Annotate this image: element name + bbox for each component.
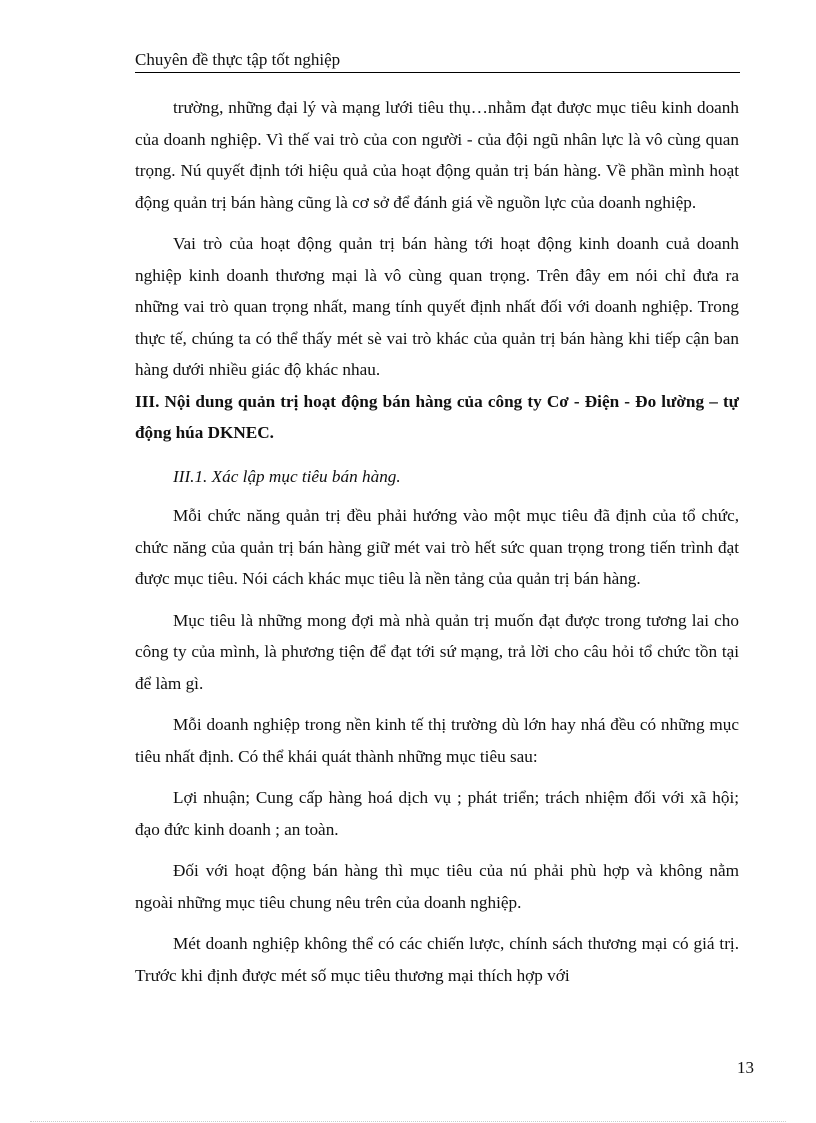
page-body bbox=[135, 92, 739, 991]
paragraph-8: Mét doanh nghiệp không thể có các chiến lược, chính sách thương mại có giá trị. Trước khi định được mét số mục tiêu thương mại thích hợp với bbox=[135, 934, 739, 985]
page-bottom-rule bbox=[30, 1121, 786, 1122]
paragraph-5: Mỗi doanh nghiệp trong nền kinh tế thị trường dù lớn hay nhá đều có những mục tiêu nhất định. Có thể khái quát thành những mục tiêu sau: bbox=[135, 715, 739, 766]
paragraph-7: Đối với hoạt động bán hàng thì mục tiêu của nú phải phù hợp và không nằm ngoài những mục tiêu chung nêu trên của doanh nghiệp. bbox=[135, 861, 739, 912]
paragraph-3: Mỗi chức năng quản trị đều phải hướng vào một mục tiêu đã định của tổ chức, chức năng của quản trị bán hàng giữ mét vai trò hết sức quan trọng trong tiến trình đạt được mục tiêu. Nói cách khác mục tiêu là nền tảng của quản trị bán hàng. bbox=[135, 506, 739, 588]
page-number: 13 bbox=[737, 1058, 754, 1077]
paragraph-2: Vai trò của hoạt động quản trị bán hàng tới hoạt động kinh doanh cuả doanh nghiệp kinh doanh thương mại là vô cùng quan trọng. Trên đây em nói chỉ đưa ra những vai trò quan trọng nhất, mang tính quyết định nhất đối với doanh nghiệp. Trong thực tế, chúng ta có thể thấy mét sè vai trò khác của quản trị bán hàng khi tiếp cận ban hàng dưới nhiều giác độ khác nhau. bbox=[135, 234, 739, 379]
subsection-heading: III.1. Xác lập mục tiêu bán hàng. bbox=[173, 466, 401, 486]
paragraph-1: trường, những đại lý và mạng lưới tiêu thụ…nhằm đạt được mục tiêu kinh doanh của doanh nghiệp. Vì thế vai trò của con người - của đội ngũ nhân lực là vô cùng quan trọng. Nú quyết định tới hiệu quả của hoạt động quản trị bán hàng. Về phần mình hoạt động quản trị bán hàng cũng là cơ sở để đánh giá về nguồn lực của doanh nghiệp. bbox=[135, 98, 739, 212]
paragraph-6: Lợi nhuận; Cung cấp hàng hoá dịch vụ ; phát triển; trách nhiệm đối với xã hội; đạo đức kinh doanh ; an toàn. bbox=[135, 788, 739, 839]
section-heading: III. Nội dung quản trị hoạt động bán hàng của công ty Cơ - Điện - Đo lường – tự động húa DKNEC. bbox=[135, 391, 739, 442]
header-title: Chuyên đề thực tập tốt nghiệp bbox=[135, 50, 341, 69]
page-header bbox=[135, 50, 740, 73]
paragraph-4: Mục tiêu là những mong đợi mà nhà quản trị muốn đạt được trong tương lai cho công ty của mình, là phương tiện để đạt tới sứ mạng, trả lời cho câu hỏi tổ chức tồn tại để làm gì. bbox=[135, 610, 739, 693]
